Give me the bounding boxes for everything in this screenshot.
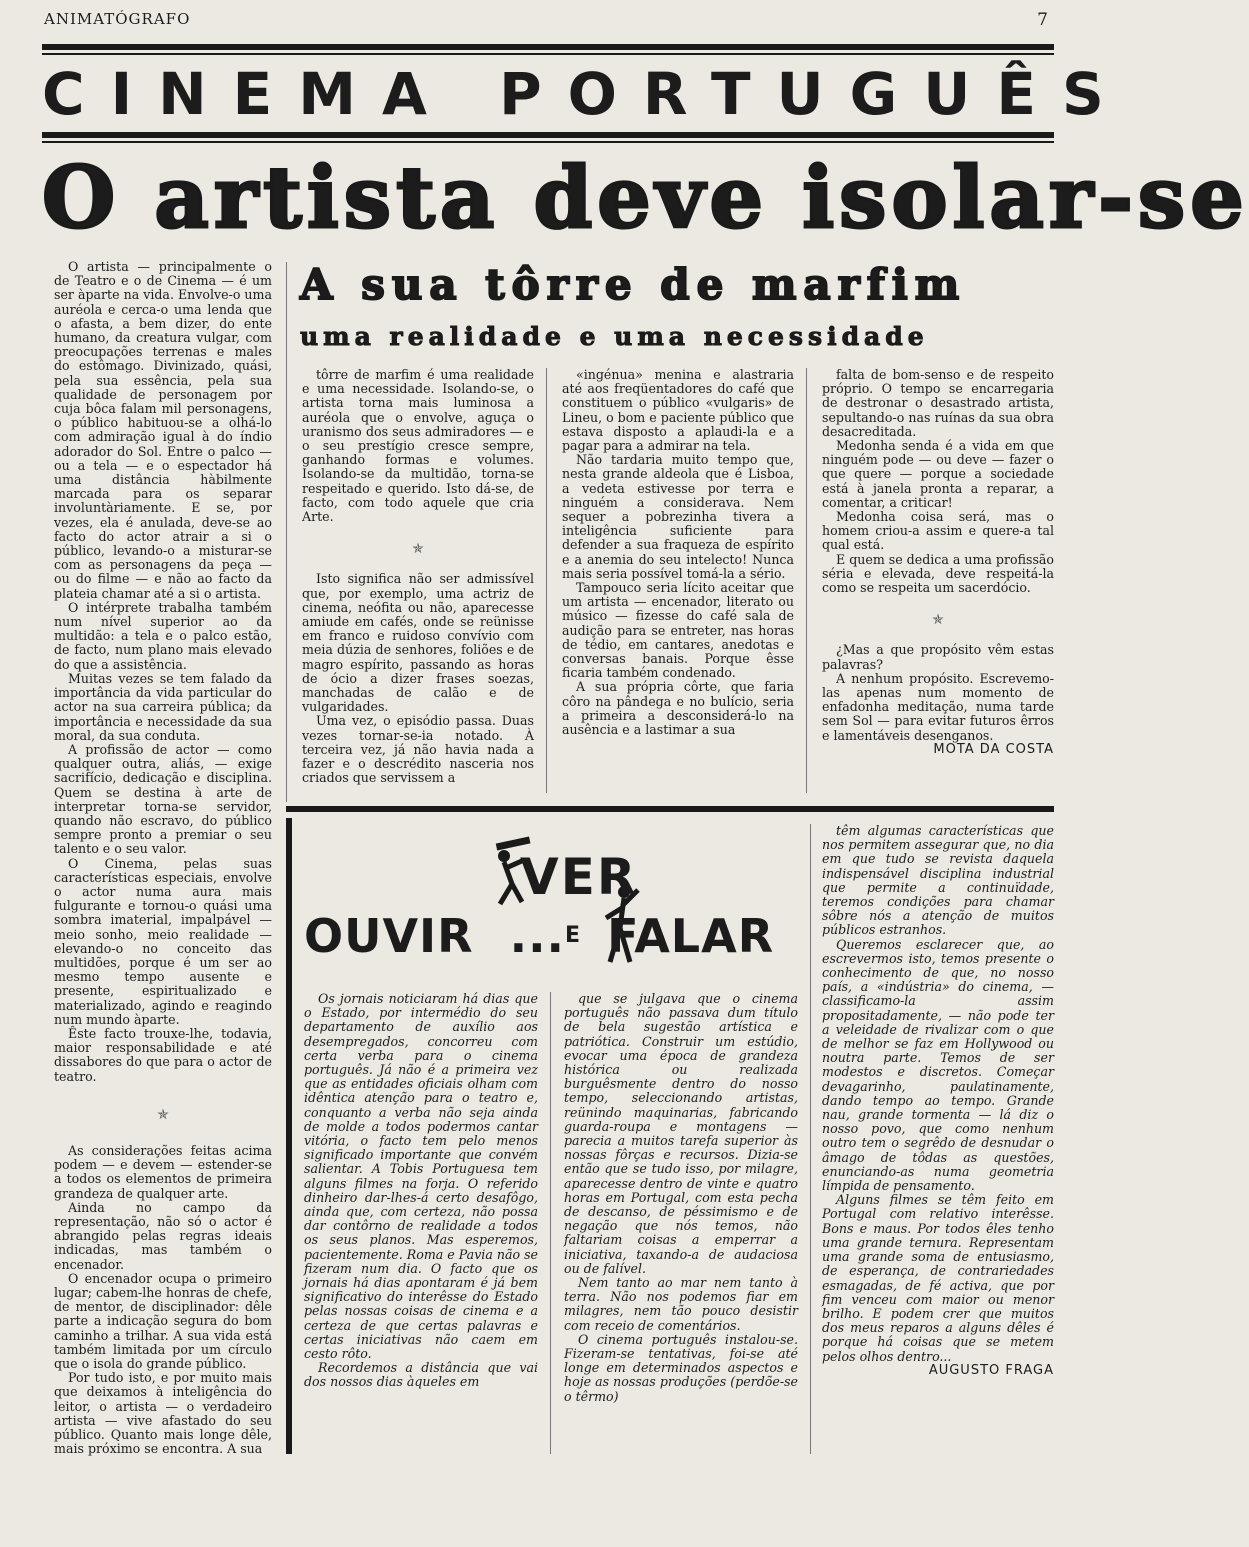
paragraph: Queremos esclarecer que, ao escrevermos isto, temos presente o conhecimento de que, no nosso país, a «indústria» do cinema, — classificamo-la assim propositadamente, — não pode ter a veleidade de rivalizar com o que de melhor se faz em Hollywood ou noutra parte. Temos de ser modestos e discretos. Começar devagarinho, paulatinamente, dando tempo ao tempo. Grande nau, grande tormenta — lá diz o nosso povo, que como nenhum outro tem o segrêdo de desnudar o âmago de tôdas as questões, enunciando-as numa geometria límpida de pensamento.: [822, 936, 1054, 1194]
box-left-border: [286, 818, 292, 1454]
paragraph: Os jornais noticiaram há dias que o Estado, por intermédio do seu departamento de auxílio aos desempregados, concorreu com certa verba para o cinema português. Já não é a primeira vez que as entidades oficiais olham com idêntica atenção para o teatro e, conquanto a verba não seja ainda de molde a todos podermos cantar vitória, o facto tem pelo menos significado importante que convém salientar. A Tobis Portuguesa tem alguns filmes na forja. O referido dinheiro dar-lhes-á certo desafôgo, ainda que, com certeza, não possa dar contôrno de realidade a todos os seus planos. Mas esperemos, pacientemente. Roma e Pavia não se fizeram num dia. O facto que os jornais há dias apontaram é já bem significativo do interêsse do Estado pelas nossas coisas de cinema e a certeza de que certas palavras e certas iniciativas não caem em cesto rôto.: [304, 991, 538, 1362]
page-number: 7: [1037, 10, 1048, 30]
column-separator: [286, 262, 287, 802]
col1-part-a: [54, 260, 272, 1084]
column-separator: [546, 368, 547, 793]
vof-column-1: [304, 992, 538, 1462]
subheadline: A sua tôrre de marfim: [300, 260, 967, 309]
top-rule: [42, 44, 1054, 50]
paragraph: O encenador ocupa o primeiro lugar; cabem-lhe honras de chefe, de mentor, de disciplinador: dêle parte a indicação segura do bom caminho a trilhar. A sua vida está também limitada por um círculo que o isola do grande público.: [54, 1270, 272, 1372]
logo-ouvir: OUVIR: [304, 909, 474, 963]
paragraph: Tampouco seria lícito aceitar que um artista — encenador, literato ou músico — fizesse do café sala de audição para se entreter, nas horas de tédio, em cantares, anedotas e conversas banais. Porque êsse ficaria também condenado.: [562, 580, 794, 681]
paragraph: A sua própria côrte, que faria côro na pândega e no bulício, seria a primeira a desconsiderá-lo na ausência e a lastimar a sua: [562, 679, 794, 738]
paragraph: ¿Mas a que propósito vêm estas palavras?: [822, 642, 1054, 672]
star-ornament: ✯: [157, 1106, 169, 1123]
paragraph: A nenhum propósito. Escrevemo-las apenas num momento de enfadonha meditação, numa tarde sem Sol — para evitar futuros êrros e lamentáveis desenganos.: [822, 670, 1054, 743]
logo-e: E: [565, 923, 582, 948]
vof-column-2: [564, 992, 798, 1462]
paragraph: Isto significa não ser admissível que, por exemplo, uma actriz de cinema, neófita ou não, aparecesse amiude em cafés, onde se reünisse em franco e ruidoso convívio com meia dúzia de senhores, foliões e de magro espírito, passando as horas de ócio a dizer frases soezas, manchadas de calão e de vulgaridades.: [302, 571, 534, 715]
paragraph: Alguns filmes se têm feito em Portugal com relativo interêsse. Bons e maus. Por todos êles tenho uma grande ternura. Representam uma grande soma de entusiasmo, de esperança, de contrariedades esmagadas, de fé activa, que por fim venceu com maior ou menor brilho. E podem crer que muitos dos meus reparos a alguns dêles é porque há coisas que se metem pelos olhos dentro...: [822, 1192, 1054, 1364]
box-top-rule: [286, 806, 1054, 812]
col1-part-b: [54, 1144, 272, 1456]
mid-rule: [42, 132, 1054, 138]
paragraph: O artista — principalmente o de Teatro e o de Cinema — é um ser àparte na vida. Envolve-o uma auréola e cerca-o uma lenda que o afasta, a bem dizer, do ente humano, da creatura vulgar, com preocupações terrenas e males do estômago. Divinizado, quási, pela sua essência, pela sua qualidade de personagem por cuja bôca falam mil personagens, o público habituou-se a olhá-lo com admiração igual à do índio adorador do Sol. Entre o palco — ou a tela — e o espectador há uma distância hàbilmente marcada para os separar involuntàriamente. E se, por vezes, ela é anulada, deve-se ao facto do actor atrair a si o público, levando-o a misturar-se com as personagens da peça — ou do filme — e não ao facto da plateia chamar até a si o artista.: [54, 259, 272, 601]
column-separator: [550, 992, 551, 1454]
logo-ouvir-falar: [304, 910, 774, 962]
paragraph: Por tudo isto, e por muito mais que deixamos à inteligência do leitor, o artista — o verdadeiro artista — vive afastado do seu público. Quanto mais longe dêle, mais próximo se encontra. A sua: [54, 1370, 272, 1457]
article-column-3: [562, 368, 794, 793]
logo-falar: FALAR: [607, 909, 775, 963]
paragraph: O Cinema, pelas suas características especiais, envolve o actor numa aura mais fulgurante e tornou-o quási uma sombra imaterial, impalpável — meio sonho, meio realidade — elevando-o no conceito das multidões, porque é um ser ao mesmo tempo ausente e presente, espiritualizado e materializado, agindo e reagindo num mundo àparte.: [54, 855, 272, 1027]
paragraph: Êste facto trouxe-lhe, todavia, maior responsabilidade e até dissabores do que para o actor de teatro.: [54, 1025, 272, 1084]
headline: O artista deve isolar-se: [42, 148, 1249, 247]
star-ornament: ✯: [932, 612, 944, 629]
paragraph: Recordemos a distância que vai dos nossos dias àqueles em: [304, 1360, 538, 1390]
logo-ver: VER: [520, 848, 638, 906]
column-separator: [806, 368, 807, 793]
paragraph: Medonha senda é a vida em que ninguém pode — ou deve — fazer o que quere — porque a sociedade está à janela pronta a reparar, a comentar, a criticar!: [822, 438, 1054, 510]
paragraph: «ingénua» menina e alastraria até aos freqüentadores do café que constituem o público «vulgaris» de Lineu, o bom e paciente público que estava disposto a aplaudi-la e a pagar para a admirar na tela.: [562, 367, 794, 454]
paragraph: E quem se dedica a uma profissão séria e elevada, deve respeitá-la como se respeita um sacerdócio.: [822, 551, 1055, 596]
star-ornament: ✯: [412, 541, 424, 558]
article-column-2: [302, 368, 534, 793]
vof-column-3: [822, 824, 1054, 1464]
paragraph: Nem tanto ao mar nem tanto à terra. Não nos podemos fiar em milagres, nem tão pouco desistir com receio de comentários.: [564, 1275, 798, 1333]
paragraph: As considerações feitas acima podem — e devem — estender-se a todos os elementos de primeira grandeza de qualquer arte.: [54, 1142, 272, 1201]
paragraph: Não tardaria muito tempo que, nesta grande aldeola que é Lisboa, a vedeta estivesse por terra e ninguém a considerava. Nem sequer a pobrezinha tivera a inteligência suficiente para defender a sua fraqueza de espírito e a anemia do seu intelecto! Nunca mais seria possível tomá-la a sério.: [562, 452, 794, 581]
running-head: ANIMATÓGRAFO: [44, 10, 191, 28]
paragraph: O intérprete trabalha também num nível superior ao da multidão: a tela e o palco estão, de facto, num plano mais elevado do que a assistência.: [54, 599, 272, 672]
paragraph: Medonha coisa será, mas o homem criou-a assim e quere-a tal qual está.: [822, 509, 1054, 553]
paragraph: têm algumas características que nos permitem assegurar que, no dia em que tudo se revista daquela indispensável disciplina industrial que permite a continuïdade, teremos condições para chamar sôbre nós a atenção de muitos públicos estranhos.: [822, 823, 1054, 938]
paragraph: A profissão de actor — como qualquer outra, aliás, — exige sacrifício, dedicação e disciplina. Quem se destina à arte de interpretar torna-se servidor, quando não escravo, do público sempre pronto a premiar o seu talento e o seu valor.: [54, 741, 272, 857]
subheadline-secondary: uma realidade e uma necessidade: [300, 322, 929, 351]
author-signature: MOTA DA COSTA: [933, 741, 1054, 757]
section-title: CINEMA PORTUGUÊS: [42, 60, 1130, 128]
paragraph: Muitas vezes se tem falado da importância da vida particular do actor na sua carreira pública; da importância e necessidade da sua moral, da sua conduta.: [54, 670, 272, 743]
author-signature: AUGUSTO FRAGA: [928, 1362, 1054, 1378]
article-column-1: [54, 260, 272, 1465]
paragraph: Ainda no campo da representação, não só o actor é abrangido pelas regras ideais indicadas, mas também o encenador.: [54, 1199, 272, 1272]
paragraph: O cinema português instalou-se. Fizeram-se tentativas, foi-se até longe em determinados aspectos e hoje as nossas produções (perdõe-se o têrmo): [564, 1331, 798, 1404]
paragraph: Uma vez, o episódio passa. Duas vezes tornar-se-ia notado. À terceira vez, já não havia nada a fazer e o descrédito nasceria nos criados que servissem a: [302, 713, 534, 786]
paragraph: que se julgava que o cinema português não passava dum título de bela sugestão artística e patriótica. Construir um estúdio, evocar uma época de grandeza histórica ou realizada burguêsmente dentro do nosso tempo, seleccionando artistas, reünindo maquinarias, fabricando guarda-roupa e montagens — parecia a muitos tarefa superior às nossas fôrças e recursos. Dizia-se então que se tudo isso, por milagre, aparecesse dentro de vinte e quatro horas em Portugal, com esta pecha de descanso, de péssimismo e de negação que nós temos, não faltariam coisas a emperrar a iniciativa, taxando-a de audaciosa ou de falível.: [564, 991, 798, 1276]
article-column-4: [822, 368, 1054, 798]
logo-dots: ...: [509, 909, 566, 963]
paragraph: falta de bom-senso e de respeito próprio. O tempo se encarregaria de destronar o desastrado artista, sepultando-o nas ruínas da sua obra desacreditada.: [822, 367, 1054, 439]
paragraph: tôrre de marfim é uma realidade e uma necessidade. Isolando-se, o artista torna mais luminosa a auréola que o envolve, aguça o uranismo dos seus admiradores — e o seu prestígio cresce sempre, ganhando formas e volumes. Isolando-se da multidão, torna-se respeitado e querido. Isto dá-se, de facto, com todo aquele que cria Arte.: [302, 367, 534, 525]
mid-rule-thin: [42, 141, 1054, 143]
top-rule-thin: [42, 53, 1054, 55]
column-separator: [810, 824, 811, 1454]
